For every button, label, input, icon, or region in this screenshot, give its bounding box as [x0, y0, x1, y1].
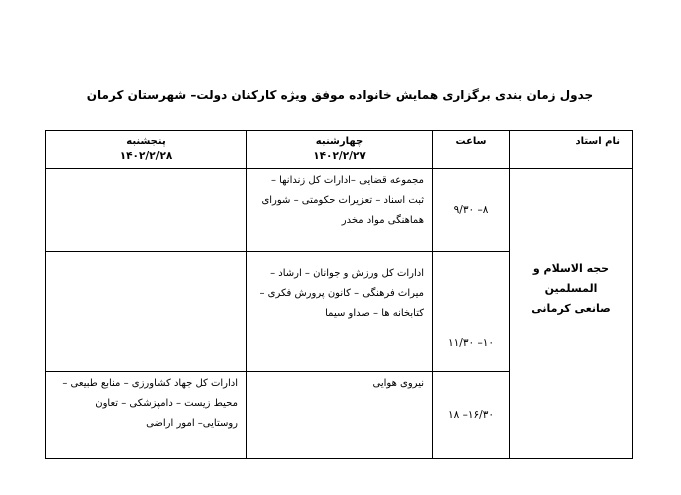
wednesday-label: چهارشنبه [315, 136, 364, 147]
teacher-cell [510, 169, 633, 459]
header-teacher: نام استاد [510, 131, 633, 169]
time-cell: ۸– ۹/۳۰ [433, 169, 510, 252]
header-wednesday [247, 131, 433, 169]
table-row [46, 169, 633, 252]
header-thursday [46, 131, 247, 169]
thursday-cell [46, 169, 247, 252]
header-row [46, 131, 633, 169]
thursday-label: پنجشنبه [126, 136, 166, 147]
wednesday-cell: ادارات کل ورزش و جوانان – ارشاد – میراث فرهنگی – کانون پرورش فکری – کتابخانه ها – صداو سیما [247, 252, 433, 372]
wednesday-date: ۱۴۰۲/۲/۲۷ [313, 150, 366, 162]
header-time: ساعت [433, 131, 510, 169]
schedule-table [45, 130, 633, 459]
teacher-line1: حجه الاسلام و المسلمین [532, 262, 610, 295]
page-title: جدول زمان بندی برگزاری همایش خانواده موفق ویژه کارکنان دولت– شهرستان کرمان [86, 88, 594, 102]
thursday-cell: ادارات کل جهاد کشاورزی – منابع طبیعی – محیط زیست – دامپزشکی – تعاون روستایی– امور اراضی [46, 372, 247, 459]
thursday-cell [46, 252, 247, 372]
time-cell: ۱۶/۳۰– ۱۸ [433, 372, 510, 459]
time-cell: ۱۰– ۱۱/۳۰ [433, 252, 510, 372]
wednesday-cell: نیروی هوایی [247, 372, 433, 459]
teacher-line2: صانعی کرمانی [531, 302, 611, 315]
wednesday-cell: مجموعه قضایی –ادارات کل زندانها – ثبت اسناد – تعزیرات حکومتی – شورای هماهنگی مواد مخدر [247, 169, 433, 252]
thursday-date: ۱۴۰۲/۲/۲۸ [119, 150, 173, 162]
